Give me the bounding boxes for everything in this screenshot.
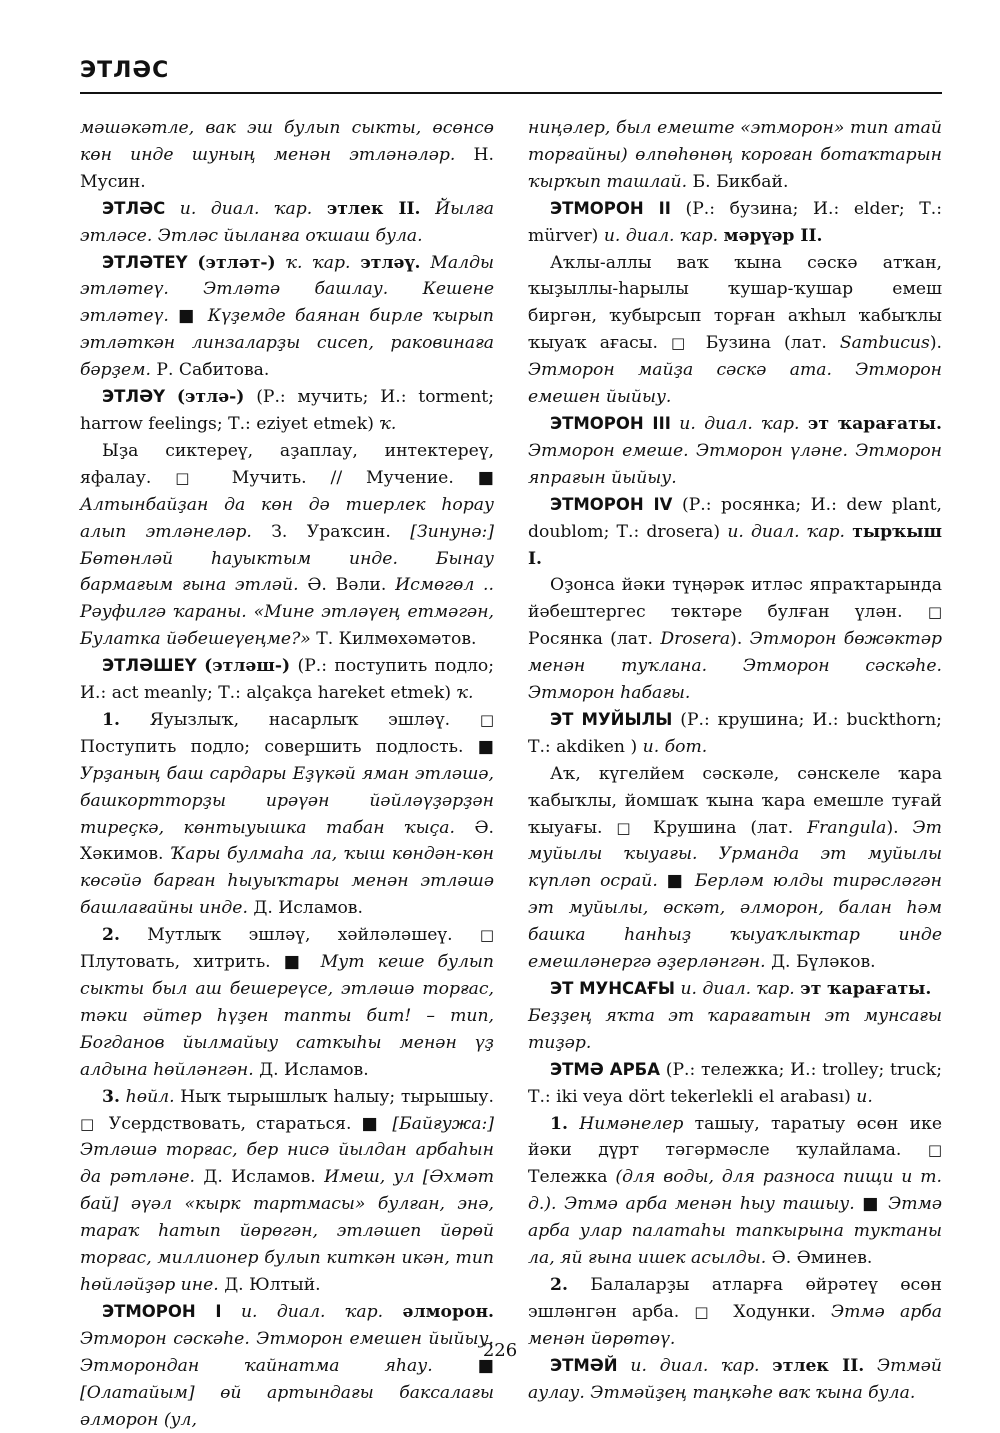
black-square-icon: ■ <box>361 1113 383 1134</box>
white-square-icon: □ <box>927 1141 943 1160</box>
entry-etlasheu-sense-2: 2. Мутлыҡ эшләү, хәйләләшеү. □ Плутовать, хитрить. ■ Мут кеше булып сыкты был аш бешереүсе, этләшә торғас, тәки әйтер һүҙен тапты бит! – тип, Богданов йылмайыу саткыһы менән үҙ алдына һөйләнгән. Д. Исламов. <box>80 925 495 1080</box>
entry-et-muyyly: ЭТ МУЙЫЛЫ (Р.: крушина; И.: buckthorn; Т.: akdiken ) и. бот. <box>528 709 942 757</box>
white-square-icon: □ <box>694 1302 719 1321</box>
entry-etmoron-4-sense: Оҙонса йәки түңәрәк итләс япраҡтарында йәбештергес төктәре булған үлән. □ Росянка (лат. Drosera). Этморон бөжәктәр менән туҡлана. Этморон сәскәһе. Этморон һабағы. <box>528 575 943 704</box>
white-square-icon: □ <box>479 926 495 945</box>
entry-continuation: ниңәлер, был емеште «этморон» тип атай торғайны) өлпөһөнөң короған ботаҡтарын ҡырҡып ташлай. Б. Бикбай. <box>528 118 942 192</box>
left-column <box>80 115 494 1433</box>
black-square-icon: ■ <box>666 871 687 892</box>
entry-et-muyyly-sense: Аҡ, күгелйем сәскәле, сәнскеле ҡара ҡабыҡлы, йомшаҡ ҡына ҡара емешле туғай ҡыуағы. □ Крушина (лат. Frangula). Эт муйылы ҡыуағы. Урманда эт муйылы күпләп осрай. ■ Берләм юлды тирәсләгән эт муйылы, өскәт, әлморон, балан һәм башка һанһыҙ ҡыуаҡлыктар инде емешләнергә әҙерләнгән. Д. Бүләков. <box>528 763 942 973</box>
entry-et-munsagy: ЭТ МУНСАҒЫ и. диал. ҡар. эт ҡарағаты. Беҙҙең яҡта эт ҡарағатын эт мунсағы тиҙәр. <box>528 979 942 1053</box>
entry-etmoron-4: ЭТМОРОН IV (Р.: росянка; И.: dew plant, doublom; Т.: drosera) и. диал. ҡар. тырҡыш I. <box>528 494 942 569</box>
entry-etmoron-2-sense: Аҡлы-аллы ваҡ ҡына сәскә атҡан, ҡыҙыллы-һарылы ҡушар-ҡушар емеш биргән, ҡубырсып торған аҡһыл ҡабыҡлы ҡыуаҡ ағасы. □ Бузина (лат. Sambucus). Этморон майҙа сәскә ата. Этморон емешен йыйыу. <box>528 252 942 408</box>
white-square-icon: □ <box>175 468 208 487</box>
entry-etlateu: ЭТЛӘТЕҮ (этләт-) ҡ. ҡар. этләү. Малды этләтеү. Этләтә башлау. Кешене этләтеү. ■ Күҙемде баянан бирле ҡырып этләткән линзаларҙы сисеп, раковинаға бәрҙем. Р. Сабитова. <box>80 252 494 381</box>
black-square-icon: ■ <box>283 952 308 973</box>
entry-continuation: мәшәкәтле, вак эш булып сыкты, өсөнсө көн инде шуның менән этләнәләр. Н. Мусин. <box>80 118 494 192</box>
entry-etma-arba-sense-1: 1. Нимәнелер ташыу, таратыу өсөн ике йәки дүрт тәгәрмәсле ҡулайлама. □ Тележка (для воды, для разноса пищи и т. д.). Этмә арба менән һыу ташыу. ■ Этмә арба улар палатаһы тапкырына туктаны ла, яй ғына ишек асылды. Ә. Әминев. <box>528 1113 943 1269</box>
black-square-icon: ■ <box>477 467 494 488</box>
running-header: ЭТЛӘС <box>80 58 170 83</box>
white-square-icon: □ <box>80 1114 99 1133</box>
entry-etmoron-1: ЭТМОРОН I и. диал. ҡар. әлморон. Этморон сәскәһе. Этморон емешен йыйыу. Этморондан ҡайнатма яһау. ■ [Олатайым] өй артындағы баксалағы әлморон (ул, <box>80 1301 495 1430</box>
entry-etlasheu-sense-1: 1. Яуызлыҡ, насарлыҡ эшләү. □ Поступить подло; совершить подлость. ■ Урҙаның баш сардары Еҙүкәй яман этләшә, башкортторҙы ирәүән йәйләүҙәрҙән тиреҫкә, көнтыуышка табан ҡыҫа. Ә. Хәкимов. Ҡары булмаһа ла, ҡыш көндән-көн көсәйә барған һыуыҡтары менән этләшә башлағайны инде. Д. Исламов. <box>80 709 494 919</box>
entry-etma-arba-sense-2: 2. Балаларҙы атларға өйрәтеү өсөн эшләнгән арба. □ Ходунки. Этмә арба менән йөрөтөү. <box>528 1274 942 1349</box>
white-square-icon: □ <box>670 334 693 353</box>
entry-etma-arba: ЭТМӘ АРБА (Р.: тележка; И.: trolley; truck; Т.: iki veya dört tekerlekli el arabası) и. <box>528 1059 942 1107</box>
entry-etmoron-2: ЭТМОРОН II (Р.: бузина; И.: elder; Т.: mürver) и. диал. ҡар. мәрүәр II. <box>528 198 942 246</box>
black-square-icon: ■ <box>178 306 199 327</box>
entry-etlau-sense: Ыҙа сиктереү, аҙаплау, интектереү, яфалау. □ Мучить. // Мучение. ■ Алтынбайҙан да көн дә тиерлек һорау алып этләнеләр. З. Ураҡсин. [Зинунә:] Бөтөнләй һауыктым инде. Бынау бармағым ғына этләй. Ә. Вәли. Исмөгөл .. Рәуфилгә ҡараны. «Мине этләүең етмәгән, Булатка йәбешеүеңме?» Т. Килмөхәмәтов. <box>80 440 494 650</box>
white-square-icon: □ <box>479 710 494 729</box>
entry-etmay: ЭТМӘЙ и. диал. ҡар. этлек II. Этмәй аулау. Этмәйҙең таңкәһе ваҡ ҡына була. <box>528 1355 942 1403</box>
black-square-icon: ■ <box>862 1194 881 1215</box>
right-column <box>528 115 942 1407</box>
entry-etlasheu: ЭТЛӘШЕҮ (этләш-) (Р.: поступить подло; И.: act meanly; Т.: alçakça hareket etmek) ҡ. <box>80 656 495 704</box>
entry-etlasheu-sense-3: 3. һөйл. Ныҡ тырышлыҡ һалыу; тырышыу. □ Усердствовать, стараться. ■ [Байғужа:] Этләшә торғас, бер нисә йылдан арбаһын да рәтләне. Д. Исламов. Имеш, ул [Әхмәт бай] әүәл «кырк тартмасы» булған, энә, тараҡ һатып йөрөгән, этләшеп йөрөй торғас, миллионер булып киткән икән, тип һөйләйҙәр ине. Д. Юлтый. <box>80 1086 495 1295</box>
page-number: 226 <box>482 1340 518 1361</box>
white-square-icon: □ <box>616 818 640 837</box>
white-square-icon: □ <box>927 603 943 622</box>
black-square-icon: ■ <box>477 1355 494 1376</box>
entry-etlau: ЭТЛӘҮ (этлә-) (Р.: мучить; И.: torment; harrow feelings; Т.: eziyet etmek) ҡ. <box>80 387 494 434</box>
entry-etmoron-3: ЭТМОРОН III и. диал. ҡар. эт ҡарағаты. Этморон емеше. Этморон үләне. Этморон япрағын йыйыу. <box>528 413 942 488</box>
entry-etlas: ЭТЛӘС и. диал. ҡар. этлек II. Йылға этләсе. Этләс йыланға оҡшаш була. <box>80 198 494 246</box>
black-square-icon: ■ <box>477 736 494 757</box>
header-rule <box>80 92 942 94</box>
